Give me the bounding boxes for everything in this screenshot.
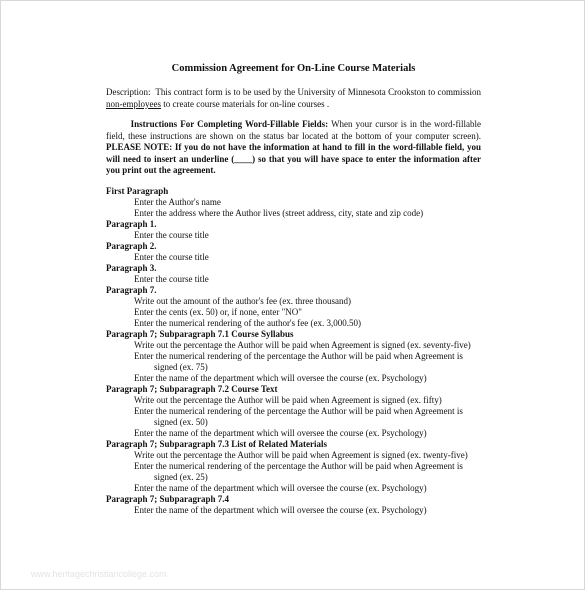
section-heading: Paragraph 1.	[106, 219, 157, 229]
field-instruction: Write out the amount of the author's fee (ex. three thousand)	[134, 296, 351, 306]
watermark: www.heritagechristiancollege.com	[31, 569, 167, 579]
field-instruction: Write out the percentage the Author will be paid when Agreement is signed (ex. twenty-five)	[134, 450, 468, 460]
section-heading: Paragraph 2.	[106, 241, 157, 251]
field-instruction: Enter the numerical rendering of the author's fee (ex. 3,000.50)	[134, 318, 362, 328]
field-instruction: Enter the name of the department which will oversee the course (ex. Psychology)	[134, 505, 427, 515]
field-instruction: Enter the Author's name	[134, 197, 221, 207]
section-heading: Paragraph 7; Subparagraph 7.4	[106, 494, 230, 504]
description-label: Description:	[106, 87, 151, 97]
field-instruction: Enter the name of the department which will oversee the course (ex. Psychology)	[134, 483, 427, 493]
field-instruction: Enter the address where the Author lives (street address, city, state and zip code)	[134, 208, 424, 218]
description-paragraph	[106, 87, 481, 110]
field-instruction: Enter the name of the department which will oversee the course (ex. Psychology)	[134, 428, 427, 438]
field-instruction: Enter the numerical rendering of the percentage the Author will be paid when Agreement is signed (ex. 50)	[134, 406, 463, 427]
field-instructions-list	[106, 186, 486, 516]
instructions-heading: Instructions For Completing Word-Fillable Fields:	[130, 119, 329, 129]
non-employees-term: non-employees	[106, 98, 161, 109]
section-heading: Paragraph 7; Subparagraph 7.3 List of Related Materials	[106, 439, 327, 449]
field-instruction: Enter the course title	[134, 230, 209, 240]
instructions-paragraph	[106, 119, 481, 177]
field-instruction: Enter the course title	[134, 274, 209, 284]
field-instruction: Write out the percentage the Author will be paid when Agreement is signed (ex. seventy-five)	[134, 340, 471, 350]
field-instruction: Enter the name of the department which will oversee the course (ex. Psychology)	[134, 373, 427, 383]
field-instruction: Write out the percentage the Author will be paid when Agreement is signed (ex. fifty)	[134, 395, 442, 405]
description-text-end: to create course materials for on-line courses .	[163, 98, 330, 109]
field-instruction: Enter the course title	[134, 252, 209, 262]
description-text: This contract form is to be used by the University of Minnesota Crookston to commission	[155, 87, 482, 97]
field-instruction: Enter the numerical rendering of the percentage the Author will be paid when Agreement is signed (ex. 25)	[134, 461, 463, 482]
section-heading: Paragraph 7; Subparagraph 7.2 Course Text	[106, 384, 278, 394]
instructions-note: PLEASE NOTE: If you do not have the information at hand to fill in the word-fillable field, you will need to insert an underline (____) so that you will have space to enter the information after you print out the agreement.	[106, 142, 481, 175]
section-heading: Paragraph 7; Subparagraph 7.1 Course Syllabus	[106, 329, 294, 339]
instructions-text: When your cursor is in the word-fillable field, these instructions are shown on the status bar located at the bottom of your computer screen).	[106, 119, 481, 141]
section-heading: First Paragraph	[106, 186, 169, 196]
field-instruction: Enter the cents (ex. 50) or, if none, enter "NO"	[134, 307, 302, 317]
section-heading: Paragraph 3.	[106, 263, 157, 273]
document-title: Commission Agreement for On-Line Course Materials	[171, 63, 416, 74]
section-heading: Paragraph 7.	[106, 285, 157, 295]
field-instruction: Enter the numerical rendering of the percentage the Author will be paid when Agreement is signed (ex. 75)	[134, 351, 463, 372]
